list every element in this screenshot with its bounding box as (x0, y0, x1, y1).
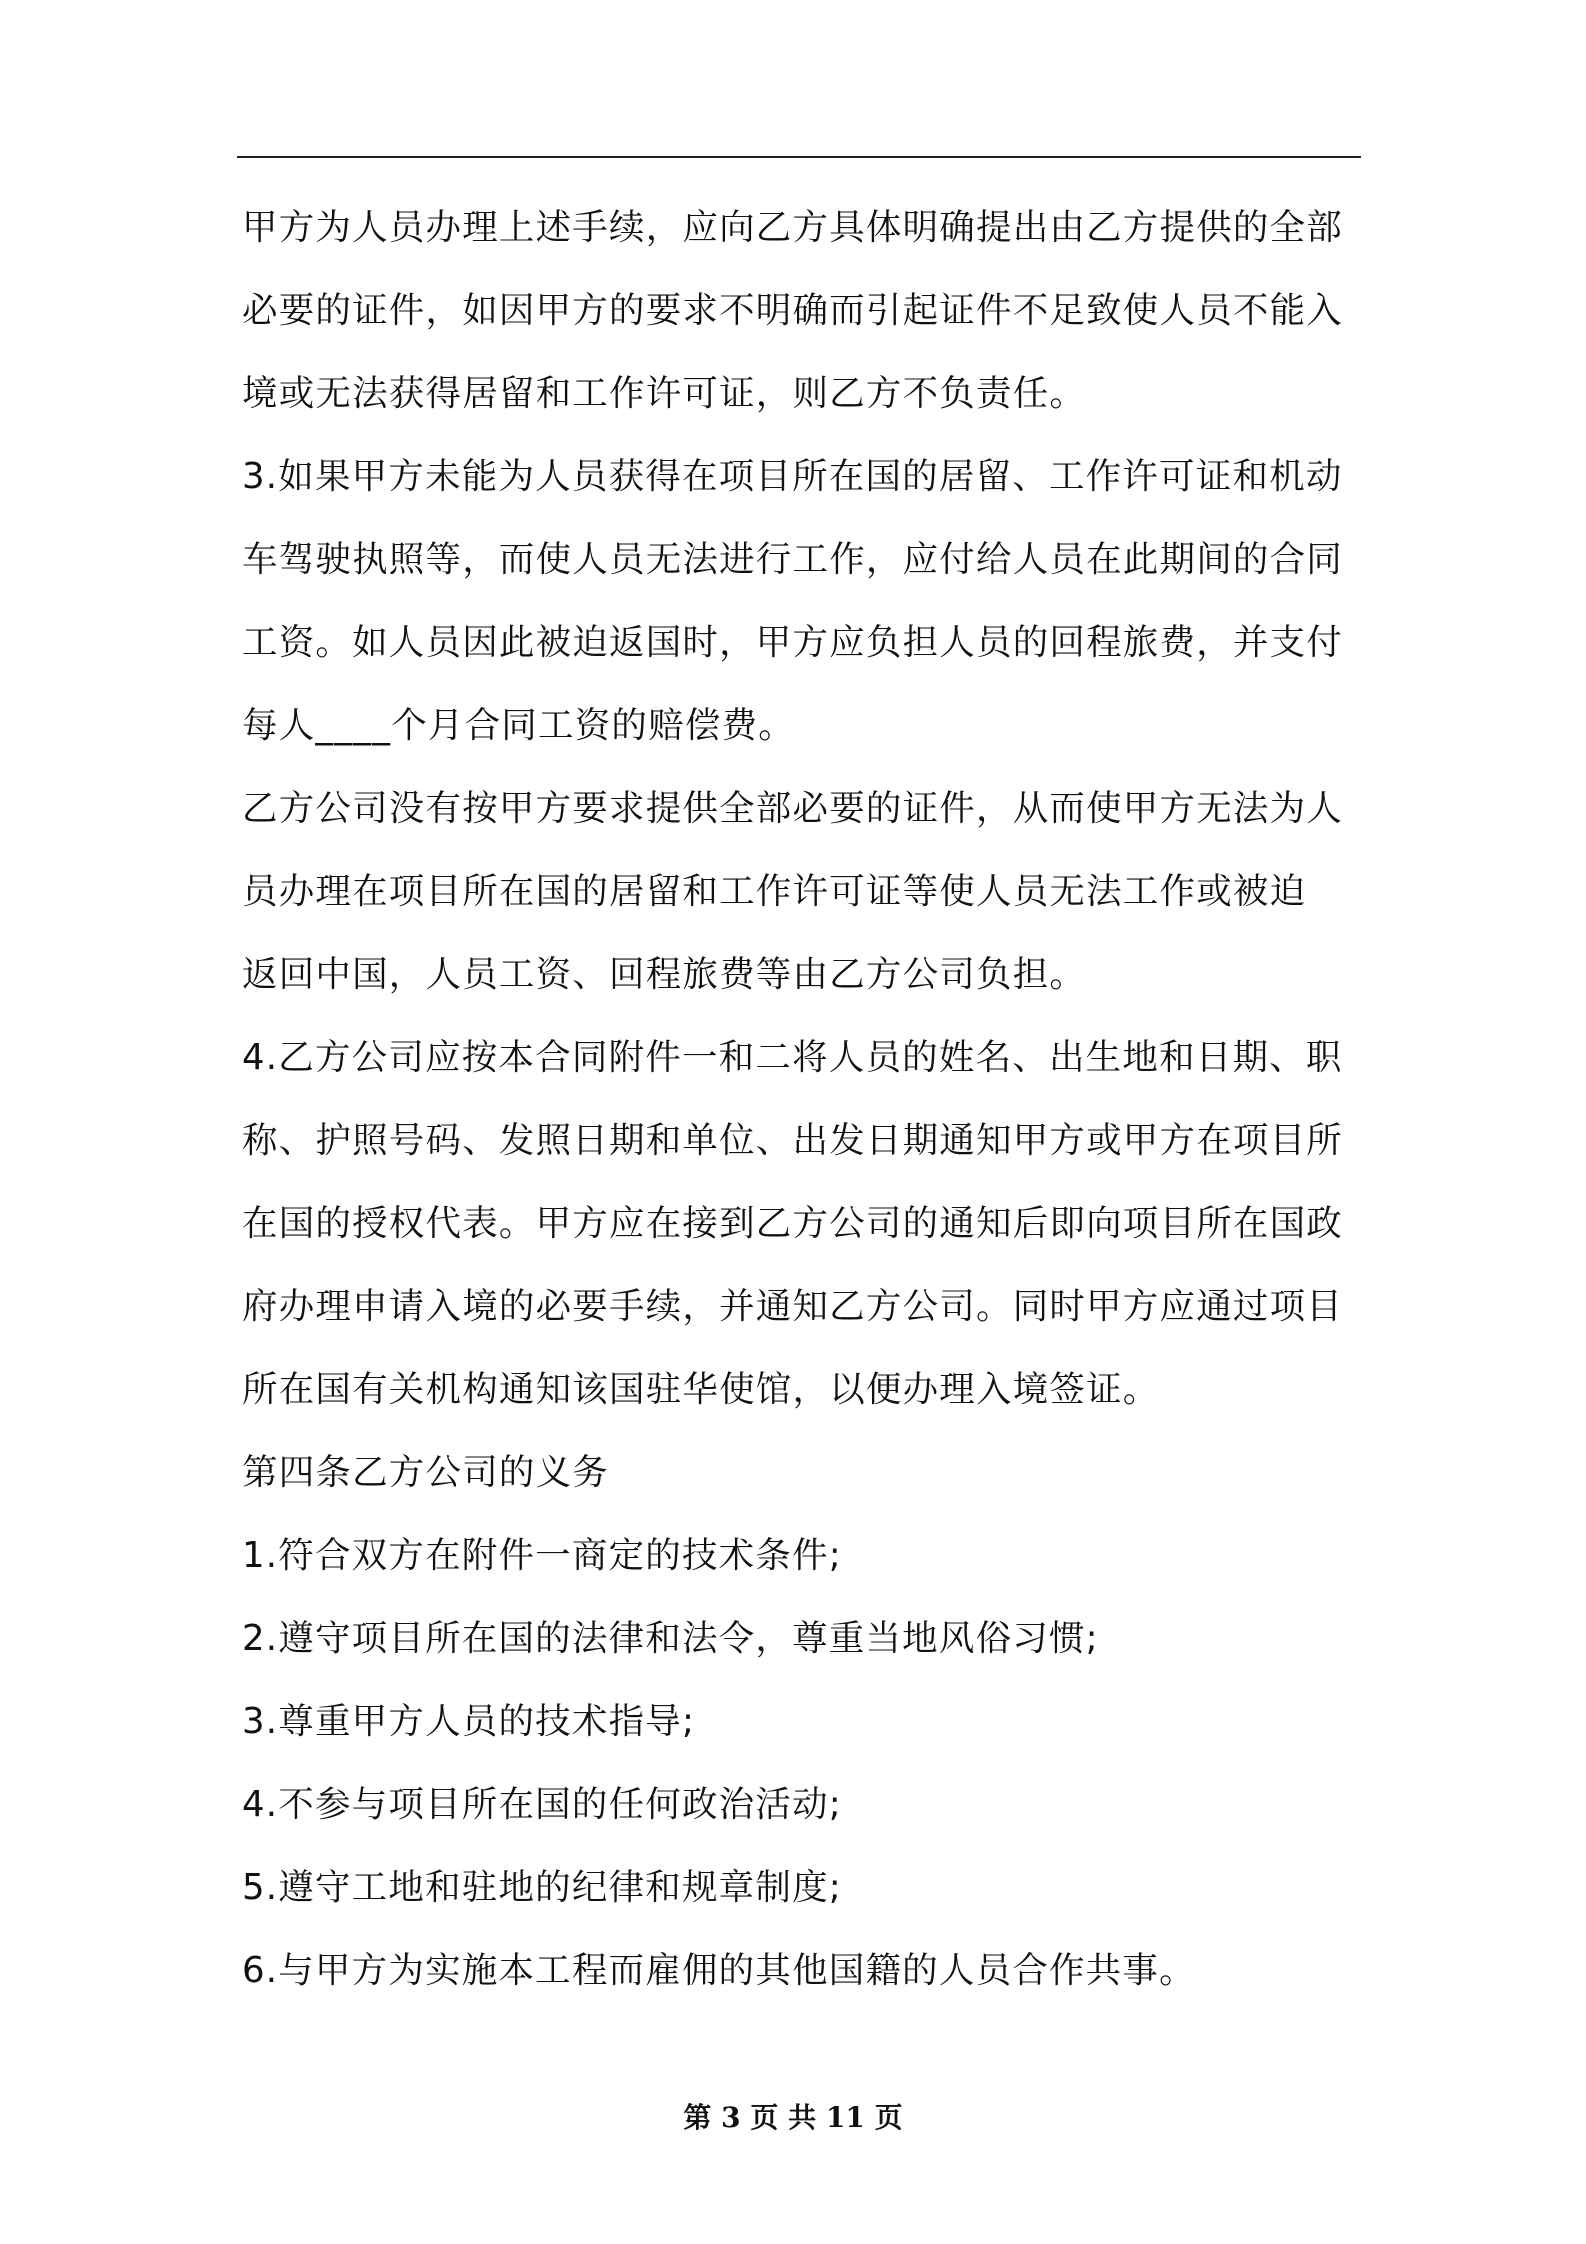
page-number: 第 3 页 共 11 页 (683, 2101, 903, 2134)
body-line-4: 3.如果甲方未能为人员获得在项目所在国的居留、工作许可证和机动 (242, 456, 1343, 497)
obligation-item-2: 2.遵守项目所在国的法律和法令，尊重当地风俗习惯; (242, 1618, 1099, 1659)
body-line-3: 境或无法获得居留和工作许可证，则乙方不负责任。 (242, 373, 1087, 414)
body-line-8: 乙方公司没有按甲方要求提供全部必要的证件，从而使甲方无法为人 (242, 788, 1344, 829)
body-line-6: 工资。如人员因此被迫返国时，甲方应负担人员的回程旅费，并支付 (242, 622, 1344, 663)
obligation-item-3: 3.尊重甲方人员的技术指导; (242, 1701, 696, 1742)
body-line-1: 甲方为人员办理上述手续，应向乙方具体明确提出由乙方提供的全部 (242, 207, 1344, 248)
obligation-item-5: 5.遵守工地和驻地的纪律和规章制度; (242, 1867, 842, 1908)
body-line-7: 每人____个月合同工资的赔偿费。 (242, 705, 795, 746)
section-heading: 第四条乙方公司的义务 (242, 1452, 610, 1493)
body-line-2: 必要的证件，如因甲方的要求不明确而引起证件不足致使人员不能入 (242, 290, 1344, 331)
obligation-item-1: 1.符合双方在附件一商定的技术条件; (242, 1535, 842, 1576)
body-line-13: 在国的授权代表。甲方应在接到乙方公司的通知后即向项目所在国政 (242, 1203, 1344, 1244)
obligation-item-4: 4.不参与项目所在国的任何政治活动; (242, 1784, 842, 1825)
obligation-item-6: 6.与甲方为实施本工程而雇佣的其他国籍的人员合作共事。 (242, 1950, 1196, 1991)
body-line-12: 称、护照号码、发照日期和单位、出发日期通知甲方或甲方在项目所 (242, 1120, 1344, 1161)
body-line-14: 府办理申请入境的必要手续，并通知乙方公司。同时甲方应通过项目 (242, 1286, 1344, 1327)
body-line-15: 所在国有关机构通知该国驻华使馆，以便办理入境签证。 (242, 1369, 1160, 1410)
body-line-5: 车驾驶执照等，而使人员无法进行工作，应付给人员在此期间的合同 (242, 539, 1344, 580)
body-line-10: 返回中国，人员工资、回程旅费等由乙方公司负担。 (242, 954, 1087, 995)
header-rule (237, 156, 1361, 158)
body-line-11: 4.乙方公司应按本合同附件一和二将人员的姓名、出生地和日期、职 (242, 1037, 1343, 1078)
body-line-9: 员办理在项目所在国的居留和工作许可证等使人员无法工作或被迫 (242, 871, 1307, 912)
